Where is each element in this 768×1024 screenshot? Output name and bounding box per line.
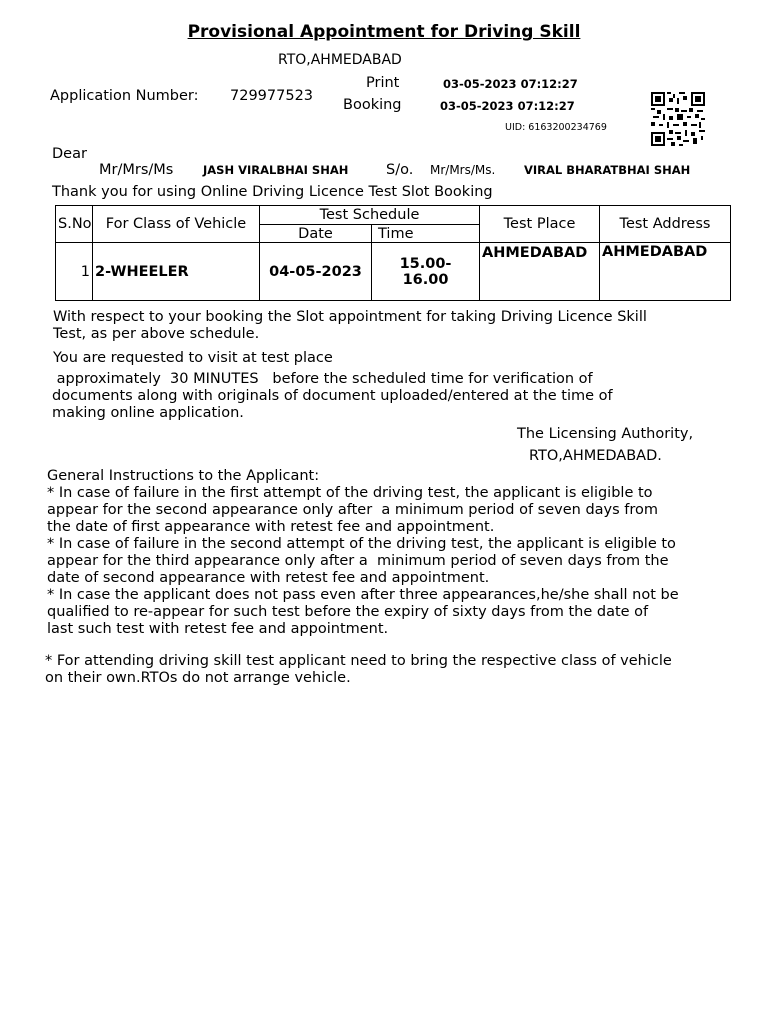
header-date: Date (260, 225, 372, 243)
respect-line-2: Test, as per above schedule. (53, 326, 260, 342)
instruction-3-line-2: qualified to re-appear for such test before the expiry of sixty days from the date of (47, 604, 649, 620)
dear-label: Dear (52, 146, 87, 162)
schedule-table (55, 205, 731, 301)
parent-salutation: Mr/Mrs/Ms. (430, 163, 496, 177)
application-number-label: Application Number: (50, 88, 199, 104)
page-title: Provisional Appointment for Driving Skill (187, 22, 581, 42)
approximate-time-text (52, 371, 752, 422)
booking-datetime: 03-05-2023 07:12:27 (440, 99, 575, 113)
instruction-1-line-2: appear for the second appearance only after a minimum period of seven days from (47, 502, 659, 518)
instruction-2-line-2: appear for the third appearance only after a minimum period of seven days from the (47, 553, 669, 569)
uid-number: UID: 6163200234769 (505, 122, 607, 133)
header-time: Time (372, 225, 480, 243)
instruction-1-line-1: * In case of failure in the first attempt of the driving test, the applicant is eligible to (47, 485, 653, 501)
instructions-heading: General Instructions to the Applicant: (47, 468, 320, 484)
cell-sno: 1 (56, 243, 93, 301)
header-test-place: Test Place (480, 206, 600, 243)
approx-line-2: documents along with originals of document uploaded/entered at the time of (52, 388, 613, 404)
cell-vehicle-class: 2-WHEELER (93, 243, 260, 301)
cell-test-place: AHMEDABAD (480, 243, 600, 301)
header-vehicle-class: For Class of Vehicle (93, 206, 260, 243)
respect-line-1: With respect to your booking the Slot appointment for taking Driving Licence Skill (53, 309, 647, 325)
instruction-2-line-3: date of second appearance with retest fee and appointment. (47, 570, 490, 586)
instruction-3-line-1: * In case the applicant does not pass even after three appearances,he/she shall not be (47, 587, 679, 603)
cell-time-end: 16.00 (402, 271, 449, 288)
instruction-3-line-3: last such test with retest fee and appointment. (47, 621, 389, 637)
cell-time (372, 243, 480, 301)
table-row (56, 243, 731, 301)
header-test-schedule: Test Schedule (260, 206, 480, 225)
print-datetime: 03-05-2023 07:12:27 (443, 77, 578, 91)
approx-line-3: making online application. (52, 405, 244, 421)
authority-office: RTO,AHMEDABAD. (529, 448, 662, 464)
header-sno: S.No (56, 206, 93, 243)
vehicle-note-line-2: on their own.RTOs do not arrange vehicle. (45, 670, 351, 686)
instruction-1-line-3: the date of first appearance with retest fee and appointment. (47, 519, 495, 535)
general-instructions (47, 468, 762, 638)
thanks-text: Thank you for using Online Driving Licence Test Slot Booking (52, 184, 493, 200)
applicant-name: JASH VIRALBHAI SHAH (203, 163, 349, 177)
cell-test-address: AHMEDABAD (600, 243, 731, 301)
booking-respect-text (53, 309, 753, 343)
rto-office: RTO,AHMEDABAD (278, 52, 402, 68)
header-test-address: Test Address (600, 206, 731, 243)
instruction-2-line-1: * In case of failure in the second attempt of the driving test, the applicant is eligible to (47, 536, 676, 552)
parent-name: VIRAL BHARATBHAI SHAH (524, 163, 691, 177)
application-number: 729977523 (230, 88, 314, 104)
print-label: Print (366, 75, 400, 91)
vehicle-note-line-1: * For attending driving skill test applicant need to bring the respective class of vehicle (45, 653, 672, 669)
applicant-salutation: Mr/Mrs/Ms (99, 162, 174, 178)
request-text: You are requested to visit at test place (53, 350, 333, 366)
cell-time-start: 15.00- (399, 255, 452, 272)
relation-label: S/o. (386, 162, 414, 178)
approx-line-1: approximately 30 MINUTES before the scheduled time for verification of (52, 371, 593, 387)
qr-code-icon (651, 92, 705, 146)
booking-label: Booking (343, 97, 402, 113)
vehicle-note (45, 653, 760, 687)
cell-date: 04-05-2023 (260, 243, 372, 301)
licensing-authority: The Licensing Authority, (517, 426, 694, 442)
